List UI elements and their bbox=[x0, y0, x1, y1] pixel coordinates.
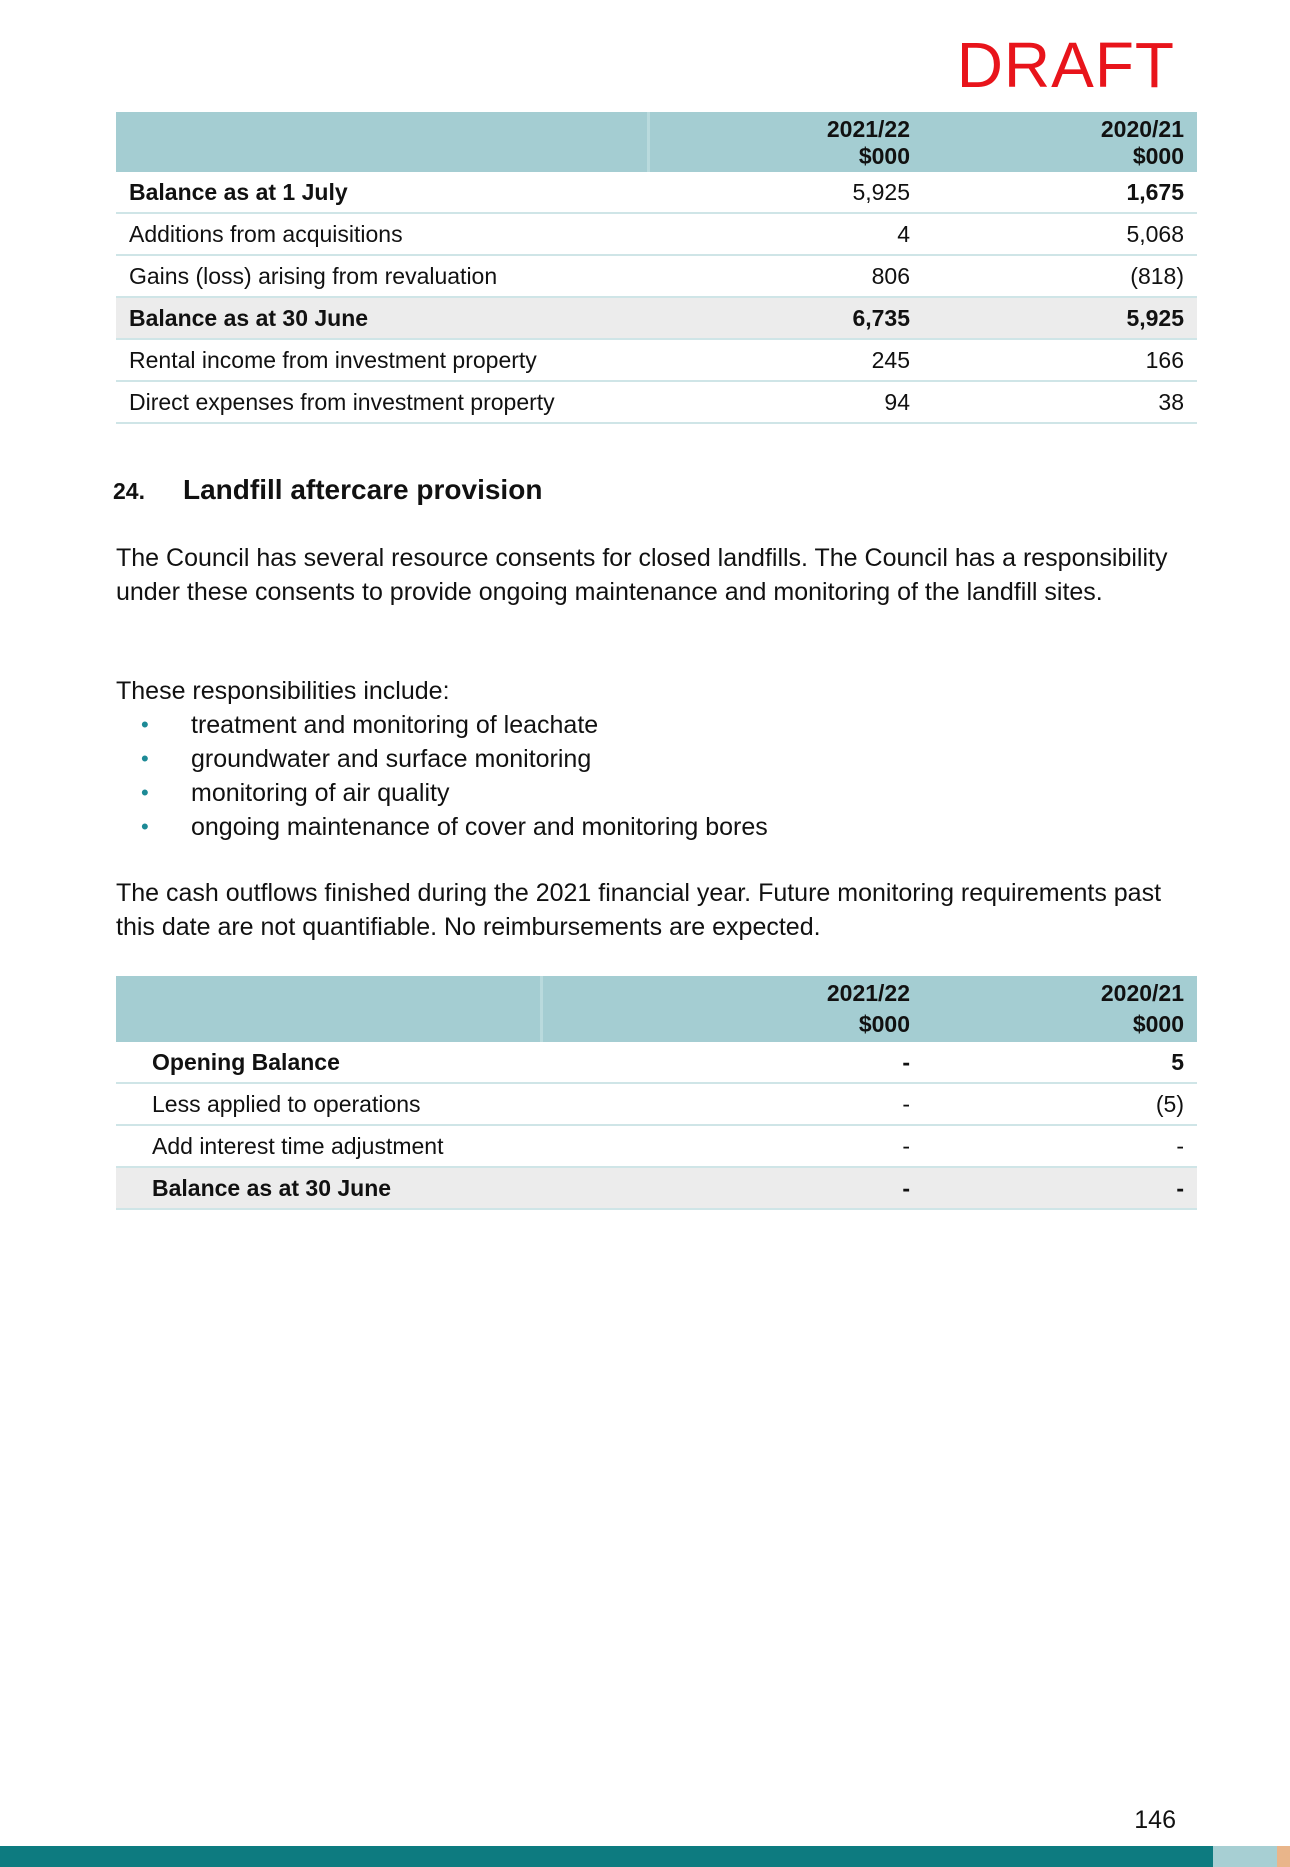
header-year: 2020/21 bbox=[1100, 980, 1184, 1006]
value-2020-21: - bbox=[923, 1167, 1197, 1209]
row-label: Direct expenses from investment property bbox=[116, 381, 648, 423]
closing-paragraph: The cash outflows finished during the 2021 financial year. Future monitoring requirements past this date are not quantifiable. No reimbursements are expected. bbox=[116, 879, 1162, 941]
bullet-icon: • bbox=[141, 780, 149, 805]
value-2021-22: 94 bbox=[648, 381, 923, 423]
bullet-icon: • bbox=[141, 712, 149, 737]
list-item bbox=[116, 742, 768, 776]
row-label: Less applied to operations bbox=[116, 1083, 541, 1125]
bullet-icon: • bbox=[141, 814, 149, 839]
row-label: Balance as at 1 July bbox=[116, 172, 648, 213]
header-year: 2021/22 bbox=[826, 116, 910, 142]
value-2021-22: - bbox=[541, 1125, 923, 1167]
value-2020-21: 5 bbox=[923, 1042, 1197, 1083]
header-2021-22 bbox=[541, 976, 923, 1042]
row-label: Rental income from investment property bbox=[116, 339, 648, 381]
list-intro-paragraph: These responsibilities include: bbox=[116, 677, 450, 705]
header-unit: $000 bbox=[1132, 143, 1184, 169]
value-2020-21: - bbox=[923, 1125, 1197, 1167]
table-row bbox=[116, 381, 1197, 423]
header-year: 2021/22 bbox=[826, 980, 910, 1006]
table-row-total bbox=[116, 1167, 1197, 1209]
list-item bbox=[116, 810, 768, 844]
value-2021-22: 4 bbox=[648, 213, 923, 255]
row-label: Add interest time adjustment bbox=[116, 1125, 541, 1167]
list-item-text: treatment and monitoring of leachate bbox=[191, 711, 599, 739]
row-label: Balance as at 30 June bbox=[116, 297, 648, 339]
table-row-total bbox=[116, 297, 1197, 339]
table-header-row bbox=[116, 976, 1197, 1042]
header-unit: $000 bbox=[1132, 1011, 1184, 1037]
value-2020-21: 1,675 bbox=[923, 172, 1197, 213]
page-number: 146 bbox=[1134, 1806, 1176, 1834]
value-2021-22: 6,735 bbox=[648, 297, 923, 339]
value-2021-22: 245 bbox=[648, 339, 923, 381]
table-row bbox=[116, 1042, 1197, 1083]
landfill-provision-table bbox=[116, 976, 1197, 1210]
table-row bbox=[116, 255, 1197, 297]
section-number: 24. bbox=[113, 478, 145, 504]
value-2021-22: 5,925 bbox=[648, 172, 923, 213]
header-blank bbox=[116, 976, 541, 1042]
responsibilities-list bbox=[116, 708, 768, 844]
header-blank bbox=[116, 112, 648, 172]
value-2020-21: 166 bbox=[923, 339, 1197, 381]
row-label: Opening Balance bbox=[116, 1042, 541, 1083]
value-2020-21: 5,925 bbox=[923, 297, 1197, 339]
draft-watermark: DRAFT bbox=[956, 29, 1175, 101]
value-2020-21: (5) bbox=[923, 1083, 1197, 1125]
list-item bbox=[116, 776, 768, 810]
list-item bbox=[116, 708, 768, 742]
value-2020-21: (818) bbox=[923, 255, 1197, 297]
footer-bar bbox=[0, 1846, 1213, 1867]
value-2020-21: 38 bbox=[923, 381, 1197, 423]
footer-bar-accent bbox=[1277, 1846, 1290, 1867]
investment-property-table bbox=[116, 112, 1197, 424]
footer-bar-accent bbox=[1213, 1846, 1277, 1867]
intro-paragraph: The Council has several resource consents for closed landfills. The Council has a responsibility under these consents to provide ongoing maintenance and monitoring of the landfill sites. bbox=[116, 544, 1168, 606]
header-2020-21 bbox=[923, 976, 1197, 1042]
table-row bbox=[116, 339, 1197, 381]
value-2021-22: - bbox=[541, 1083, 923, 1125]
section-heading bbox=[113, 474, 542, 506]
header-unit: $000 bbox=[858, 1011, 910, 1037]
value-2021-22: 806 bbox=[648, 255, 923, 297]
value-2021-22: - bbox=[541, 1042, 923, 1083]
list-item-text: groundwater and surface monitoring bbox=[191, 745, 592, 773]
value-2021-22: - bbox=[541, 1167, 923, 1209]
bullet-icon: • bbox=[141, 746, 149, 771]
header-year: 2020/21 bbox=[1100, 116, 1184, 142]
table-row bbox=[116, 1083, 1197, 1125]
header-2020-21 bbox=[923, 112, 1197, 172]
value-2020-21: 5,068 bbox=[923, 213, 1197, 255]
header-2021-22 bbox=[648, 112, 923, 172]
table-row bbox=[116, 1125, 1197, 1167]
list-item-text: ongoing maintenance of cover and monitoring bores bbox=[191, 813, 768, 841]
section-title: Landfill aftercare provision bbox=[183, 474, 543, 505]
table-header-row bbox=[116, 112, 1197, 172]
table-row bbox=[116, 172, 1197, 213]
list-item-text: monitoring of air quality bbox=[191, 779, 450, 807]
row-label: Gains (loss) arising from revaluation bbox=[116, 255, 648, 297]
header-unit: $000 bbox=[858, 143, 910, 169]
row-label: Additions from acquisitions bbox=[116, 213, 648, 255]
row-label: Balance as at 30 June bbox=[116, 1167, 541, 1209]
table-row bbox=[116, 213, 1197, 255]
